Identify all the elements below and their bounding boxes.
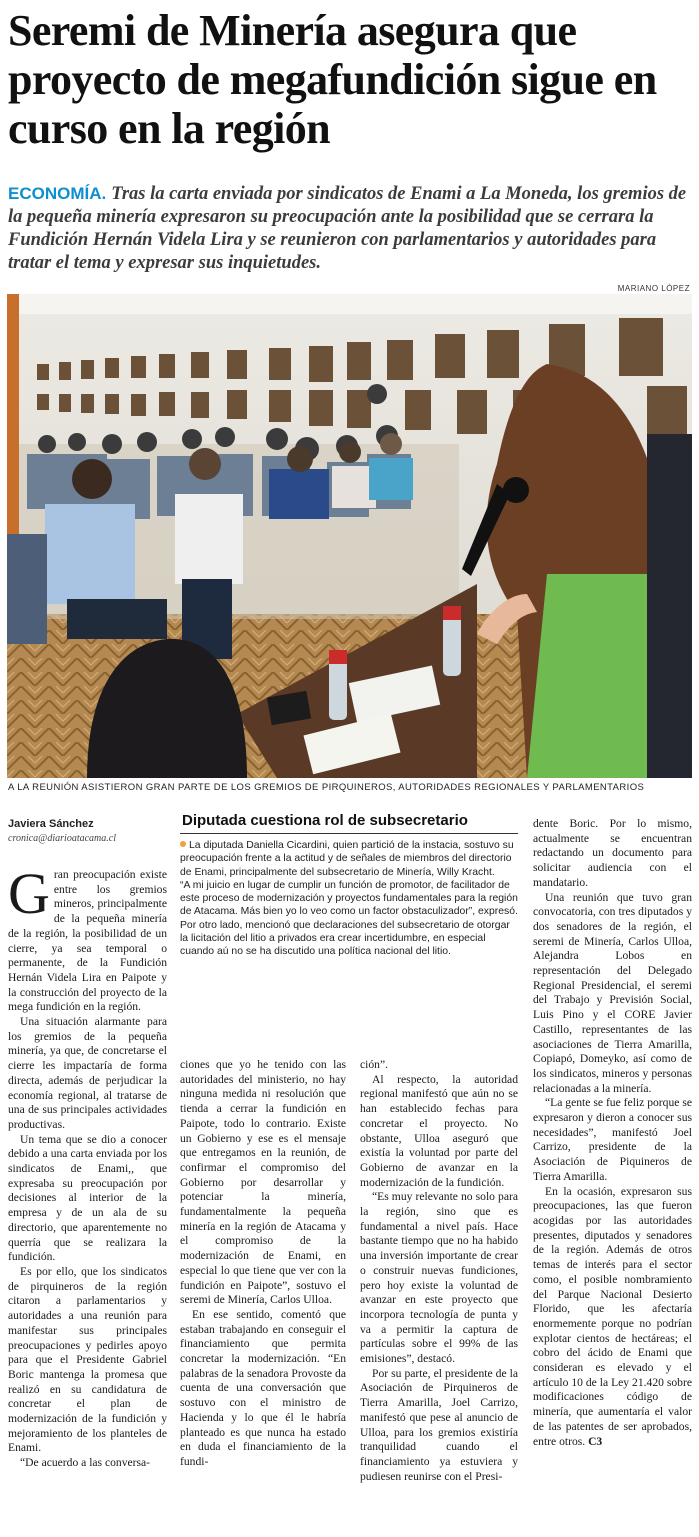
paragraph: Al respecto, la autoridad regional manifestó que aún no se han establecido fechas para concretar el proyecto. No obstante, Ulloa aseguró que existía la voluntad por parte del Gobierno de avanzar en la modernización de la fundición. [360,1072,518,1189]
box-paragraph [180,839,518,879]
sidebar-box [180,812,518,959]
paragraph: Una situación alarmante para los gremios de la pequeña minería, ya que, de concretarse el cierre les impactaría de forma directa, además de perjudicar la economía regional, al tratarse de una de sus principales actividades productivas. [8,1015,167,1131]
author-email[interactable]: cronica@diarioatacama.cl [8,833,116,844]
paragraph: Es por ello, que los sindicatos de pirquineros de la región citaron a parlamentarios y autoridades a una reunión para manifestar sus principales preocupaciones y pedirles apoyo para que el Presidente Gabriel Boric mantenga la promesa que realizó en su candidatura de concretar el plan de modernización de la fundición y mejoramiento de los planteles de Enami. [8,1264,167,1455]
paragraph: ciones que yo he tenido con las autoridades del ministerio, no hay ninguna medida ni resolución que tienda a cerrar la fundición en Paipote, todo lo contrario. Existe un Gobierno y ese es el mensaje que entregamos en la reunión, de confirmar el compromiso del Gobierno por desarrollar y potenciar la minería, fundamentalmente la pequeña minería en la región de Atacama y el compromiso de la modernización de Enami, en especial lo que tiene que ver con la fundición en Paipote”, sostuvo el seremi de Minería, Carlos Ulloa. [180,1058,346,1307]
paragraph: Un tema que se dio a conocer debido a una carta enviada por los sindicatos de Enami,, que expresaba su preocupación por decisiones al interior de la empresa y de un ala de su directorio, que aparentemente no querría que se realizara la fundición. [8,1132,167,1264]
paragraph [533,1185,692,1450]
drop-cap: G [8,861,50,926]
article-column-3 [360,1058,518,1484]
box-title: Diputada cuestiona rol de subsecretario [182,812,468,829]
paragraph: “Es muy relevante no solo para la región, sino que es fundamental a nivel país. Hace bastante tiempo que no ha habido una inversión importante de crear o construir nuevas fundiciones, pero hoy existe la voluntad de avanzar en este proyecto que incorpora tecnología de punta y va a permitir la captura de partículas sobre el 99% de las emisiones”, destacó. [360,1190,518,1366]
article-column-2 [180,1058,346,1470]
lead-text: Tras la carta enviada por sindicatos de Enami a La Moneda, los gremios de la pequeña minería expresaron su preocupación ante la posibilidad que se cerrara la Fundición Hernán Videla Lira y se reunieron con parlamentarios y autoridades para tratar el tema y expresar sus inquietudes. [8,184,687,273]
author-name: Javiera Sánchez [8,818,94,830]
paragraph: Una reunión que tuvo gran convocatoria, con tres diputados y dos senadores de la región, el seremi de Minería, Carlos Ulloa, Alejandra Lobos en representación del Delegado Regional Presidencial, el seremi del Trabajo y Previsión Social, Luis Pino y el CORE Javier Castillo, representantes de las asociaciones de Tierra Amarilla, Copiapó, Domeyko, así como de los sindicatos, mineros y personas relacionadas a la minería. [533,890,692,1095]
paragraph: ción”. [360,1058,389,1071]
paragraph-text: ran preocupación existe entre los gremios mineros, principalmente de la pequeña minería de la región, la posibilidad de un cierre, ya sea temporal o permanente, de la Fundición Hernán Videla Lira en Paipote y la construcción del proyecto de la mega fundición en la región. [8,868,167,1014]
bullet-dot-icon [180,841,186,847]
paragraph: En ese sentido, comentó que estaban trabajando en conseguir el financiamiento que permita concretar la modernización. “En palabras de la senadora Provoste da cuenta de una conversación que sostuvo con el ministro de Hacienda y lo que él le habría planteado es que nunca ha estado en duda el financiamiento de la fundi- [180,1307,346,1468]
paragraph: dente Boric. Por lo mismo, actualmente se encuentran redactando un documento para solicitar audiencia con el mandatario. [533,817,692,889]
box-body [180,839,518,959]
paragraph: “De acuerdo a las conversa- [20,1456,151,1470]
paragraph: “La gente se fue feliz porque se expresaron y dieron a conocer sus necesidades”, manifestó Joel Carrizo, presidente de la Asociación de Piquineros de Tierra Amarilla. [533,1096,692,1183]
end-mark: C3 [588,1434,603,1448]
box-paragraph: “A mi juicio en lugar de cumplir un función de promotor, de facilitador de este proceso de modernización y proyectos fundamentales para la región de Atacama. Más bien yo lo veo como un factor obstaculizador”, expresó. [180,879,518,918]
photo-caption: A LA REUNIÓN ASISTIERON GRAN PARTE DE LOS GREMIOS DE PIRQUINEROS, AUTORIDADES REGIONALES Y PARLAMENTARIOS [8,782,645,793]
meeting-photo [7,294,692,778]
headline: Seremi de Minería asegura que proyecto de megafundición sigue en curso en la región [8,6,657,153]
box-paragraph: Por otro lado, mencionó que declaraciones del subsecretario de otorgar la licitación del litio a privados era crear incertidumbre, en especial cuando aú no se ha discutido una política nacional del litio. [180,919,510,958]
article-column-1 [8,861,167,1471]
paragraph: Por su parte, el presidente de la Asociación de Pirquineros de Tierra Amarilla, Joel Carrizo, manifestó que pese al anuncio de Ulloa, para los gremios existiría tranquilidad cuando el financiamiento ya estuviera y pudiesen reunirse con el Presi- [360,1366,518,1483]
photo-credit: MARIANO LÓPEZ [617,284,690,293]
paragraph-text: En la ocasión, expresaron sus preocupaciones, las que fueron acogidas por las autoridades presentes, diputados y senadores de la región. Además de otros temas de interés para el sector como, el posible nombramiento del Parque Nacional Desierto Florido, que les afectaría enormemente porque no podrían explotar cientos de hectáreas; el cobro del ácido de Enami que consideran es elevado y el artículo 10 de la Ley 21.420 sobre modificaciones código de minería, que aumentaría el valor de las patentes de ser aprobados, entre otros. [533,1184,692,1448]
box-paragraph-text: La diputada Daniella Cicardini, quien partició de la instacia, sostuvo su preocupación frente a la actitud y de señales de miembros del directorio de Enami, principalmente del subsecretario de Minería, Willy Kracht. [180,840,514,878]
box-divider [180,833,518,834]
article-column-4 [533,817,692,1449]
lead-paragraph [8,182,692,275]
paragraph [8,861,167,1015]
section-tag: ECONOMÍA. [8,184,107,203]
